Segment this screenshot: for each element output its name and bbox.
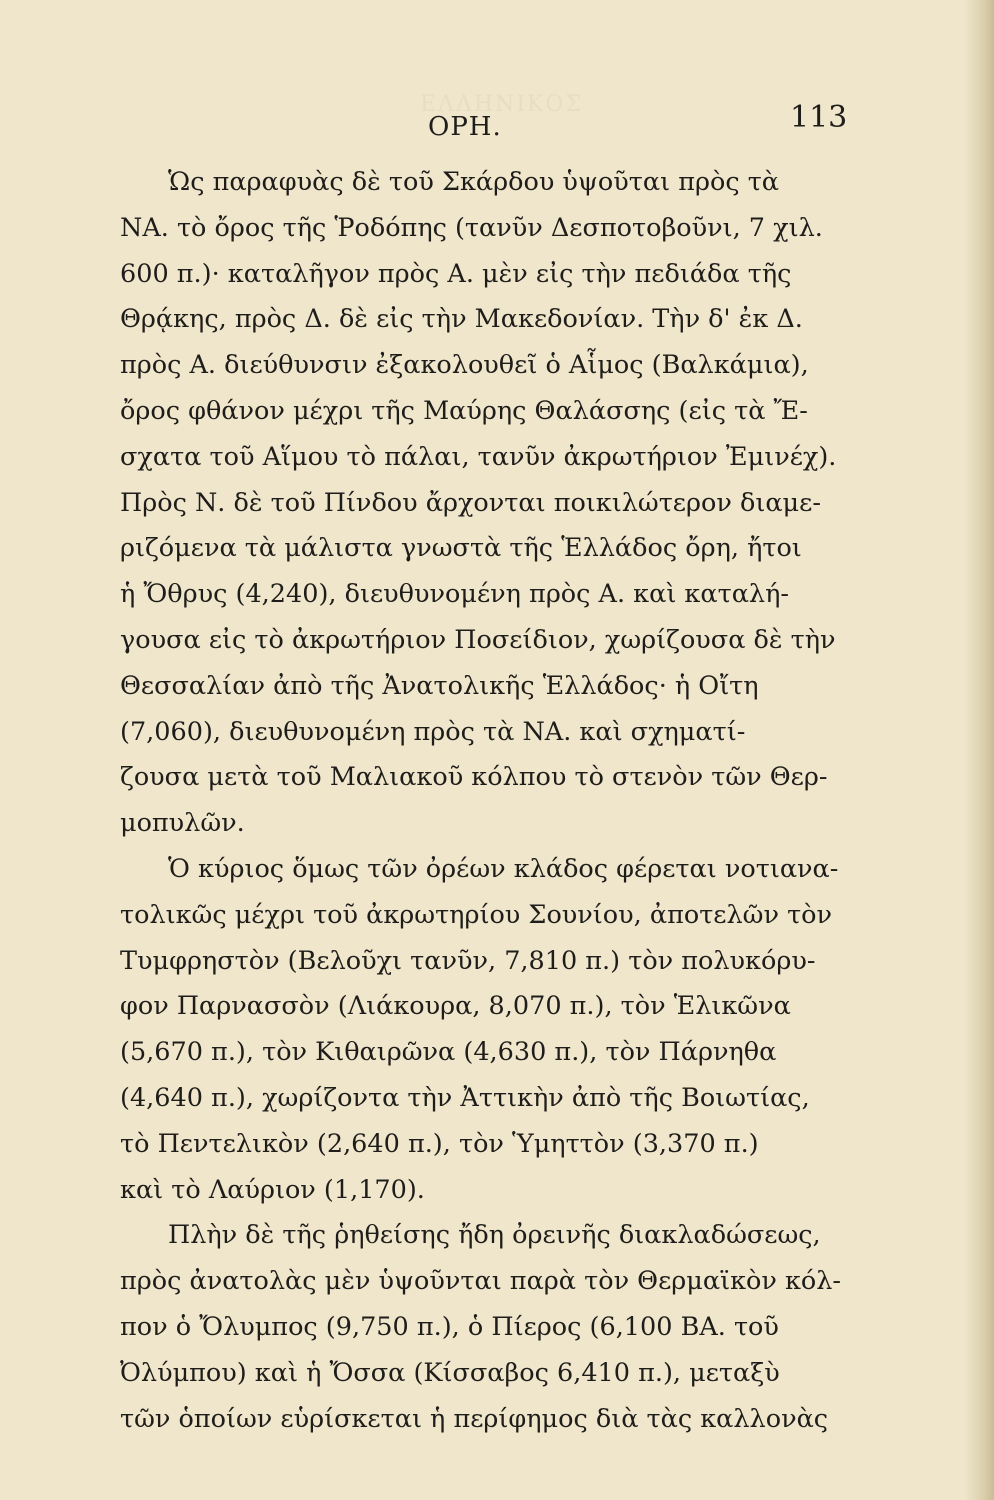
text-line: Πλὴν δὲ τῆς ῥηθείσης ἤδη ὀρεινῆς διακλαδώσεως, — [168, 1220, 821, 1251]
text-line: Τυμφρηστὸν (Βελοῦχι τανῦν, 7,810 π.) τὸν πολυκόρυ- — [120, 945, 816, 976]
text-line: (4,640 π.), χωρίζοντα τὴν Ἀττικὴν ἀπὸ τῆς Βοιωτίας, — [120, 1082, 810, 1113]
body-text — [120, 160, 850, 1442]
text-line: γουσα εἰς τὸ ἀκρωτήριον Ποσείδιον, χωρίζουσα δὲ τὴν — [120, 624, 836, 655]
page-edge-shadow — [964, 0, 994, 1500]
text-line: ριζόμενα τὰ μάλιστα γνωστὰ τῆς Ἑλλάδος ὄρη, ἤτοι — [120, 533, 802, 564]
text-line: μοπυλῶν. — [120, 808, 245, 839]
text-line: ὄρος φθάνον μέχρι τῆς Μαύρης Θαλάσσης (εἰς τὰ Ἔ- — [120, 395, 808, 426]
text-line: Ὀλύμπου) καὶ ἡ Ὄσσα (Κίσσαβος 6,410 π.), μεταξὺ — [120, 1357, 780, 1388]
text-line: φον Παρνασσὸν (Λιάκουρα, 8,070 π.), τὸν Ἑλικῶνα — [120, 991, 791, 1022]
text-line: Ὁ κύριος ὅμως τῶν ὀρέων κλάδος φέρεται νοτιανα- — [168, 853, 839, 884]
text-line: πρὸς ἀνατολὰς μὲν ὑψοῦνται παρὰ τὸν Θερμαϊκὸν κόλ- — [120, 1266, 842, 1297]
text-line: τολικῶς μέχρι τοῦ ἀκρωτηρίου Σουνίου, ἀποτελῶν τὸν — [120, 899, 833, 930]
text-line: ἡ Ὄθρυς (4,240), διευθυνομένη πρὸς Α. καὶ καταλή- — [120, 579, 789, 610]
text-line: Πρὸς Ν. δὲ τοῦ Πίνδου ἄρχονται ποικιλώτερον διαμε- — [120, 487, 821, 518]
text-line: πρὸς Α. διεύθυνσιν ἐξακολουθεῖ ὁ Αἷμος (Βαλκάμια), — [120, 350, 809, 381]
text-line: τὸ Πεντελικὸν (2,640 π.), τὸν Ὑμηττὸν (3,370 π.) — [120, 1128, 759, 1159]
text-line: 600 π.)· καταλῆγον πρὸς Α. μὲν εἰς τὴν πεδιάδα τῆς — [120, 258, 792, 289]
text-line: Θεσσαλίαν ἀπὸ τῆς Ἀνατολικῆς Ἑλλάδος· ἡ Οἴτη — [120, 670, 759, 701]
text-line: Θρᾴκης, πρὸς Δ. δὲ εἰς τὴν Μακεδονίαν. Τὴν δ' ἐκ Δ. — [120, 304, 803, 335]
bleed-through-text: ΕΛΛΗΝΙΚΟΣ — [420, 92, 583, 117]
text-line: (5,670 π.), τὸν Κιθαιρῶνα (4,630 π.), τὸν Πάρνηθα — [120, 1037, 777, 1068]
text-line: πον ὁ Ὄλυμπος (9,750 π.), ὁ Πίερος (6,100 ΒΑ. τοῦ — [120, 1311, 779, 1342]
page-number: 113 — [790, 100, 848, 135]
text-line: τῶν ὁποίων εὑρίσκεται ἡ περίφημος διὰ τὰς καλλονὰς — [120, 1403, 829, 1434]
text-line: ΝΑ. τὸ ὄρος τῆς Ῥοδόπης (τανῦν Δεσποτοβοῦνι, 7 χιλ. — [120, 212, 823, 243]
text-line: καὶ τὸ Λαύριον (1,170). — [120, 1174, 425, 1205]
text-line: (7,060), διευθυνομένη πρὸς τὰ ΝΑ. καὶ σχηματί- — [120, 716, 746, 747]
text-line: σχατα τοῦ Αἵμου τὸ πάλαι, τανῦν ἀκρωτήριον Ἐμινέχ). — [120, 441, 837, 472]
text-line: Ὡς παραφυὰς δὲ τοῦ Σκάρδου ὑψοῦται πρὸς τὰ — [168, 167, 780, 197]
page-header — [0, 100, 994, 150]
running-head: ΟΡΗ. — [428, 112, 502, 142]
text-line: ζουσα μετὰ τοῦ Μαλιακοῦ κόλπου τὸ στενὸν τῶν Θερ- — [120, 762, 828, 793]
